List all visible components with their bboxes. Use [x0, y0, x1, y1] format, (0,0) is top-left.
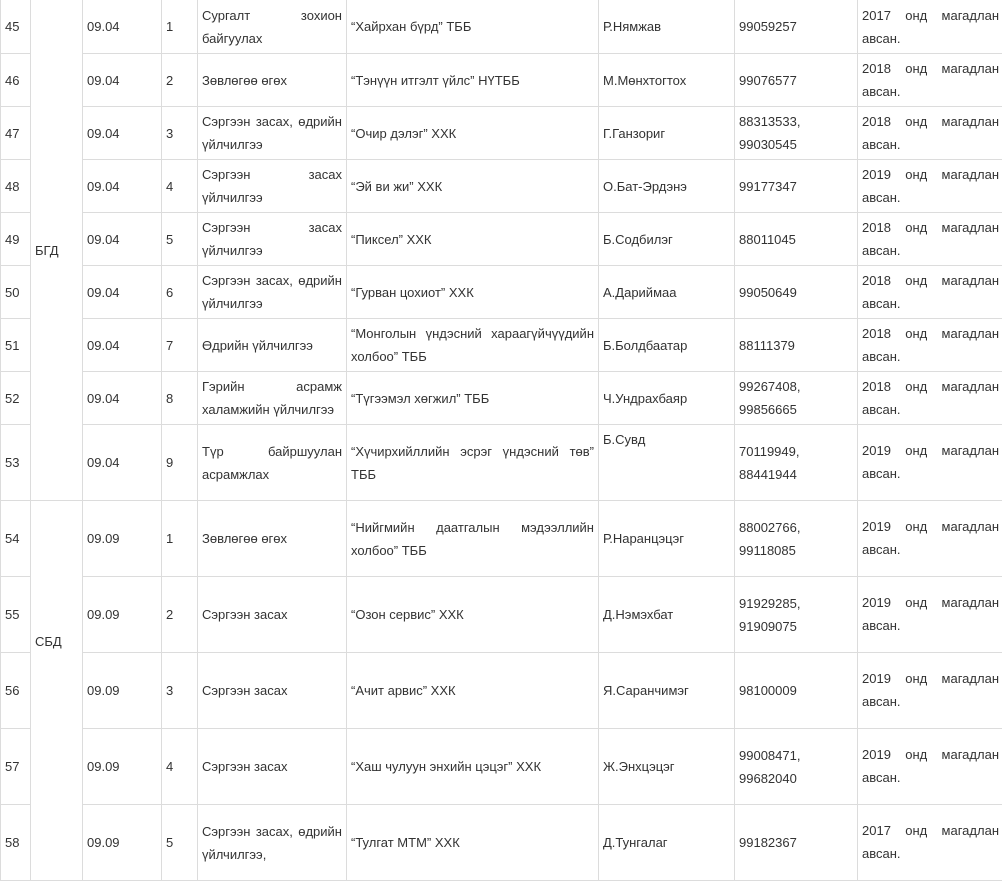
service-type-cell: Зөвлөгөө өгөх — [198, 501, 347, 577]
table-row — [1, 107, 1002, 160]
phone-number: 98100009 — [739, 679, 853, 702]
row-number: 48 — [1, 160, 31, 213]
index-cell: 2 — [162, 54, 198, 107]
organization-cell: “Очир дэлэг” ХХК — [347, 107, 599, 160]
table-row — [1, 54, 1002, 107]
row-number: 57 — [1, 729, 31, 805]
table-row — [1, 425, 1002, 501]
table-row — [1, 213, 1002, 266]
organization-cell: “Тэнүүн итгэлт үйлс” НҮТББ — [347, 54, 599, 107]
service-type-cell: Сэргээн засах — [198, 729, 347, 805]
phone-number: 99030545 — [739, 133, 853, 156]
service-type-cell: Гэрийн асрамж халамжийн үйлчилгээ — [198, 372, 347, 425]
note-cell: 2018 онд магадлан авсан. — [858, 266, 1002, 319]
phone-cell — [735, 501, 858, 577]
contact-person-cell: Р.Нямжав — [599, 0, 735, 54]
index-cell: 5 — [162, 805, 198, 881]
phone-number: 99059257 — [739, 15, 853, 38]
note-cell: 2018 онд магадлан авсан. — [858, 107, 1002, 160]
table-row — [1, 0, 1002, 54]
table-row — [1, 319, 1002, 372]
row-number: 55 — [1, 577, 31, 653]
phone-cell — [735, 213, 858, 266]
contact-person-cell: Р.Наранцэцэг — [599, 501, 735, 577]
phone-number: 88111379 — [739, 334, 853, 357]
service-type-cell: Зөвлөгөө өгөх — [198, 54, 347, 107]
contact-person-cell: Г.Ганзориг — [599, 107, 735, 160]
contact-person-cell: Ж.Энхцэцэг — [599, 729, 735, 805]
index-cell: 4 — [162, 729, 198, 805]
contact-person-cell: О.Бат-Эрдэнэ — [599, 160, 735, 213]
phone-cell — [735, 54, 858, 107]
phone-number: 88313533, — [739, 110, 853, 133]
row-number: 52 — [1, 372, 31, 425]
phone-number: 88011045 — [739, 228, 853, 251]
row-number: 54 — [1, 501, 31, 577]
index-cell: 9 — [162, 425, 198, 501]
table-row — [1, 501, 1002, 577]
row-number: 47 — [1, 107, 31, 160]
phone-number: 91909075 — [739, 615, 853, 638]
note-cell: 2019 онд магадлан авсан. — [858, 160, 1002, 213]
contact-person-cell: Д.Нэмэхбат — [599, 577, 735, 653]
phone-cell — [735, 0, 858, 54]
organization-cell: “Нийгмийн даатгалын мэдээллийн холбоо” ТББ — [347, 501, 599, 577]
index-cell: 6 — [162, 266, 198, 319]
contact-person-cell: Б.Сувд — [599, 425, 735, 501]
row-number: 56 — [1, 653, 31, 729]
row-number: 53 — [1, 425, 31, 501]
date-cell: 09.04 — [83, 266, 162, 319]
organization-cell: “Озон сервис” ХХК — [347, 577, 599, 653]
phone-number: 99267408, — [739, 375, 853, 398]
date-cell: 09.04 — [83, 213, 162, 266]
row-number: 58 — [1, 805, 31, 881]
service-type-cell: Сэргээн засах, өдрийн үйлчилгээ — [198, 107, 347, 160]
service-type-cell: Сургалт зохион байгуулах — [198, 0, 347, 54]
date-cell: 09.04 — [83, 372, 162, 425]
phone-number: 88441944 — [739, 463, 853, 486]
service-type-cell: Сэргээн засах үйлчилгээ — [198, 213, 347, 266]
phone-cell — [735, 107, 858, 160]
phone-number: 91929285, — [739, 592, 853, 615]
organization-cell: “Ачит арвис” ХХК — [347, 653, 599, 729]
phone-number: 99682040 — [739, 767, 853, 790]
contact-person-cell: Б.Болдбаатар — [599, 319, 735, 372]
date-cell: 09.04 — [83, 107, 162, 160]
contact-person-cell: Б.Содбилэг — [599, 213, 735, 266]
phone-number: 99177347 — [739, 175, 853, 198]
phone-number: 88002766, — [739, 516, 853, 539]
organization-cell: “Хүчирхийллийн эсрэг үндэсний төв” ТББ — [347, 425, 599, 501]
phone-cell — [735, 266, 858, 319]
note-cell: 2017 онд магадлан авсан. — [858, 805, 1002, 881]
service-type-cell: Сэргээн засах, өдрийн үйлчилгээ, — [198, 805, 347, 881]
note-cell: 2019 онд магадлан авсан. — [858, 425, 1002, 501]
contact-person-cell: Ч.Ундрахбаяр — [599, 372, 735, 425]
date-cell: 09.09 — [83, 501, 162, 577]
date-cell: 09.09 — [83, 577, 162, 653]
district-cell: БГД — [31, 0, 83, 501]
phone-number: 99050649 — [739, 281, 853, 304]
contact-person-cell: М.Мөнхтогтох — [599, 54, 735, 107]
district-cell: СБД — [31, 501, 83, 881]
row-number: 51 — [1, 319, 31, 372]
phone-number: 99008471, — [739, 744, 853, 767]
phone-number: 99118085 — [739, 539, 853, 562]
index-cell: 2 — [162, 577, 198, 653]
row-number: 46 — [1, 54, 31, 107]
phone-cell — [735, 729, 858, 805]
phone-number: 99076577 — [739, 69, 853, 92]
organization-cell: “Хаш чулуун энхийн цэцэг” ХХК — [347, 729, 599, 805]
table-row — [1, 577, 1002, 653]
phone-cell — [735, 319, 858, 372]
service-type-cell: Сэргээн засах — [198, 653, 347, 729]
table-row — [1, 653, 1002, 729]
note-cell: 2018 онд магадлан авсан. — [858, 372, 1002, 425]
index-cell: 1 — [162, 0, 198, 54]
index-cell: 1 — [162, 501, 198, 577]
table-row — [1, 729, 1002, 805]
note-cell: 2018 онд магадлан авсан. — [858, 54, 1002, 107]
date-cell: 09.04 — [83, 0, 162, 54]
table-row — [1, 805, 1002, 881]
note-cell: 2019 онд магадлан авсан. — [858, 729, 1002, 805]
service-type-cell: Сэргээн засах үйлчилгээ — [198, 160, 347, 213]
table-row — [1, 266, 1002, 319]
organization-cell: “Түгээмэл хөгжил” ТББ — [347, 372, 599, 425]
phone-cell — [735, 577, 858, 653]
index-cell: 5 — [162, 213, 198, 266]
index-cell: 7 — [162, 319, 198, 372]
service-type-cell: Түр байршуулан асрамжлах — [198, 425, 347, 501]
date-cell: 09.04 — [83, 160, 162, 213]
phone-cell — [735, 653, 858, 729]
table-row — [1, 160, 1002, 213]
table-row — [1, 372, 1002, 425]
organization-cell: “Хайрхан бүрд” ТББ — [347, 0, 599, 54]
organization-cell: “Пиксел” ХХК — [347, 213, 599, 266]
phone-cell — [735, 425, 858, 501]
index-cell: 8 — [162, 372, 198, 425]
organization-cell: “Тулгат МТМ” ХХК — [347, 805, 599, 881]
service-type-cell: Сэргээн засах, өдрийн үйлчилгээ — [198, 266, 347, 319]
organization-cell: “Эй ви жи” ХХК — [347, 160, 599, 213]
note-cell: 2019 онд магадлан авсан. — [858, 577, 1002, 653]
row-number: 50 — [1, 266, 31, 319]
row-number: 45 — [1, 0, 31, 54]
date-cell: 09.09 — [83, 729, 162, 805]
phone-cell — [735, 160, 858, 213]
phone-number: 70119949, — [739, 440, 853, 463]
date-cell: 09.04 — [83, 54, 162, 107]
phone-cell — [735, 805, 858, 881]
service-type-cell: Сэргээн засах — [198, 577, 347, 653]
phone-number: 99182367 — [739, 831, 853, 854]
contact-person-cell: Я.Саранчимэг — [599, 653, 735, 729]
date-cell: 09.04 — [83, 425, 162, 501]
row-number: 49 — [1, 213, 31, 266]
note-cell: 2018 онд магадлан авсан. — [858, 319, 1002, 372]
service-type-cell: Өдрийн үйлчилгээ — [198, 319, 347, 372]
phone-cell — [735, 372, 858, 425]
contact-person-cell: Д.Тунгалаг — [599, 805, 735, 881]
phone-number: 99856665 — [739, 398, 853, 421]
index-cell: 3 — [162, 653, 198, 729]
date-cell: 09.09 — [83, 653, 162, 729]
organization-cell: “Монголын үндэсний хараагүйчүүдийн холбоо” ТББ — [347, 319, 599, 372]
index-cell: 3 — [162, 107, 198, 160]
note-cell: 2017 онд магадлан авсан. — [858, 0, 1002, 54]
contact-person-cell: А.Дариймаа — [599, 266, 735, 319]
note-cell: 2018 онд магадлан авсан. — [858, 213, 1002, 266]
index-cell: 4 — [162, 160, 198, 213]
note-cell: 2019 онд магадлан авсан. — [858, 501, 1002, 577]
date-cell: 09.04 — [83, 319, 162, 372]
organization-cell: “Гурван цохиот” ХХК — [347, 266, 599, 319]
date-cell: 09.09 — [83, 805, 162, 881]
note-cell: 2019 онд магадлан авсан. — [858, 653, 1002, 729]
